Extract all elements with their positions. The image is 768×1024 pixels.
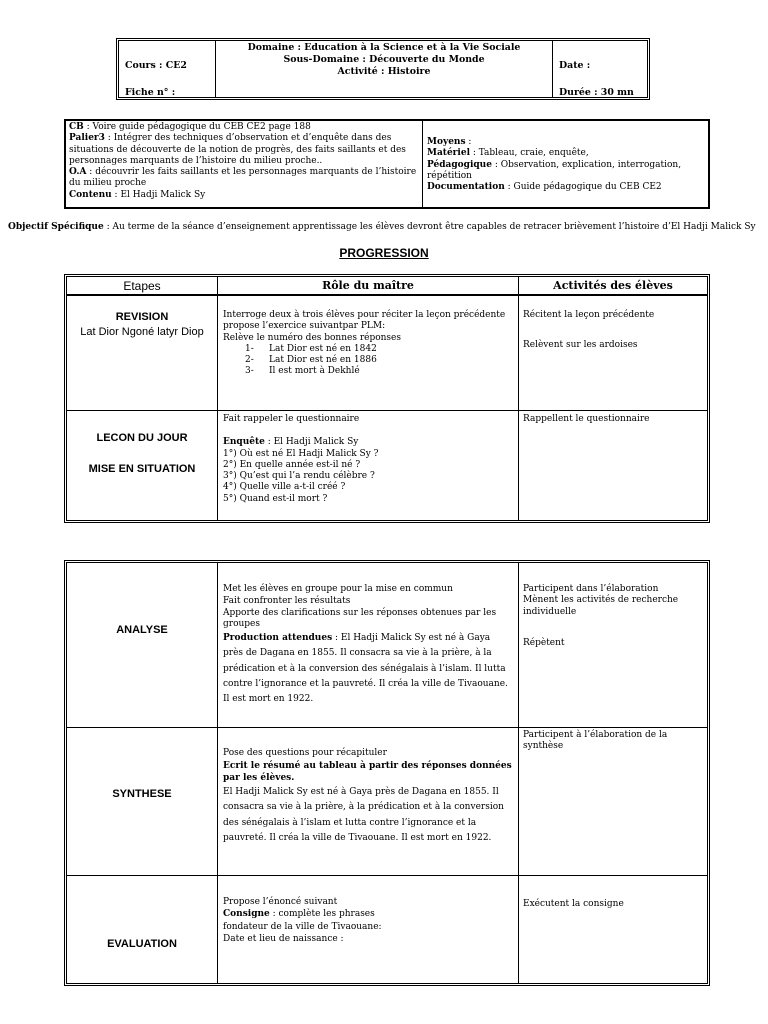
synthese-maitre — [223, 747, 513, 846]
analyse-eleves-3: Répètent — [523, 637, 565, 648]
synthese-bold: Ecrit le résumé au tableau à partir des réponses données par les élèves. — [223, 760, 512, 784]
production-text: : El Hadji Malick Sy est né à Gaya près de Dagana en 1855. Il consacra sa vie à la prière, à la prédication et à la conversion des sénégalais à l’islam. Il lutta contre l’ignorance et la pauvreté. Il créa la ville de Tivaouane. Il est mort en 1922. — [223, 633, 508, 704]
analyse-maitre — [223, 584, 511, 707]
revision-subtitle: Lat Dior Ngoné latyr Diop — [80, 326, 204, 338]
objectif-label: Objectif Spécifique — [8, 222, 104, 232]
objectif-text: : Au terme de la séance d’enseignement apprentissage les élèves devront être capables de retracer brièvement l’histoire d’El Hadji Malick Sy — [103, 222, 756, 232]
evaluation-line1: Propose l’énoncé suivant — [223, 897, 338, 907]
info-right — [427, 137, 703, 193]
lecon-maitre — [223, 414, 513, 505]
consigne-text: : complète les phrases — [269, 909, 375, 920]
domain-block — [217, 42, 551, 78]
production-label: Production attendues — [223, 633, 333, 644]
enquete-label: Enquête — [223, 437, 265, 448]
lecon-eleves: Rappellent le questionnaire — [523, 414, 650, 424]
oa-label: O.A — [69, 167, 87, 178]
palier-label: Palier3 — [69, 133, 105, 144]
contenu-label: Contenu — [69, 189, 112, 200]
evaluation-eleves: Exécutent la consigne — [523, 899, 624, 909]
materiel-label: Matériel — [427, 148, 470, 159]
evaluation-line4: Date et lieu de naissance : — [223, 933, 344, 944]
moyens-text: : — [465, 137, 472, 147]
question: 1°) Où est né El Hadji Malick Sy ? — [223, 448, 379, 459]
enquete-text: : El Hadji Malick Sy — [264, 437, 359, 448]
oa-text: : découvrir les faits saillants et les personnages marquants de l’histoire du milieu proche — [69, 167, 417, 189]
consigne-label: Consigne — [223, 909, 270, 920]
revision-line: Relève le numéro des bonnes réponses — [223, 332, 401, 343]
evaluation-title: EVALUATION — [107, 938, 177, 950]
analyse-eleves-2: Mènent les activités de recherche individuelle — [523, 595, 679, 617]
cours-label: Cours : CE2 — [125, 60, 187, 71]
date-label: Date : — [559, 60, 591, 71]
info-left — [69, 122, 419, 201]
header-etapes: Etapes — [123, 279, 161, 293]
revision-eleves-2: Relèvent sur les ardoises — [523, 340, 638, 350]
analyse-line: Apporte des clarifications sur les réponses obtenues par les groupes — [223, 607, 497, 630]
contenu-text: : El Hadji Malick Sy — [111, 189, 206, 200]
progression-table-2 — [64, 560, 710, 986]
list-item: 3- Il est mort à Dekhlé — [245, 366, 360, 377]
header-box — [116, 38, 650, 100]
activite-text: Activité : Histoire — [337, 66, 431, 77]
analyse-line: Met les élèves en groupe pour la mise en commun — [223, 584, 453, 594]
lecon-title: LECON DU JOUR — [96, 432, 188, 444]
cb-text: : Voire guide pédagogique du CEB CE2 page 188 — [83, 122, 311, 132]
evaluation-maitre — [223, 896, 513, 945]
list-item: 2- Lat Dior est né en 1886 — [245, 355, 377, 366]
progression-title: PROGRESSION — [339, 246, 429, 260]
synthese-resume: El Hadji Malick Sy est né à Gaya près de Dagana en 1855. Il consacra sa vie à la prière, à la prédication et à la conversion des sénégalais à l’islam et lutta contre l’ignorance et la pauvreté. Il créa la ville de Tivaouane. Il est mort en 1922. — [223, 786, 504, 843]
pedagogique-text: : Observation, explication, interrogation, répétition — [427, 159, 682, 181]
list-item: 1- Lat Dior est né en 1842 — [245, 343, 377, 354]
revision-list — [223, 344, 513, 378]
duree-label: Durée : 30 mn — [559, 87, 634, 98]
revision-line: propose l’exercice suivantpar PLM: — [223, 321, 386, 332]
domaine-text: Domaine : Education à la Science et à la Vie Sociale — [247, 42, 521, 53]
evaluation-line3: fondateur de la ville de Tivaouane: — [223, 921, 382, 932]
fiche-label: Fiche n° : — [125, 87, 176, 98]
synthese-eleves: Participent à l’élaboration de la synthèse — [523, 730, 668, 752]
mise-en-situation-title: MISE EN SITUATION — [88, 463, 196, 475]
header-role-maitre: Rôle du maître — [322, 279, 414, 292]
lecon-intro: Fait rappeler le questionnaire — [223, 414, 360, 424]
documentation-text: : Guide pédagogique du CEB CE2 — [504, 182, 662, 193]
objectif-specifique — [8, 222, 760, 233]
moyens-label: Moyens — [427, 137, 466, 147]
revision-eleves-1: Récitent la leçon précédente — [523, 310, 655, 320]
question: 3°) Qu’est qui l’a rendu célèbre ? — [223, 471, 375, 482]
pedagogique-label: Pédagogique — [427, 159, 492, 170]
question: 2°) En quelle année est-il né ? — [223, 459, 361, 470]
palier-text: : Intégrer des techniques d’observation et d’enquête dans des situations de découverte de la notion de progrès, des faits saillants et des personnages marquants de l’histoire du milieu proche.. — [69, 133, 406, 166]
synthese-line1: Pose des questions pour récapituler — [223, 748, 387, 758]
question: 4°) Quelle ville a-t-il créé ? — [223, 482, 346, 493]
materiel-text: : Tableau, craie, enquête, — [469, 148, 589, 159]
analyse-eleves-1: Participent dans l’élaboration — [523, 584, 659, 594]
revision-title: REVISION — [115, 311, 169, 323]
header-activites-eleves: Activités des élèves — [553, 279, 673, 292]
progression-table-1 — [64, 274, 710, 523]
analyse-line: Fait confronter les résultats — [223, 595, 351, 606]
question: 5°) Quand est-il mort ? — [223, 493, 328, 504]
documentation-label: Documentation — [427, 182, 505, 193]
sous-domaine-text: Sous-Domaine : Découverte du Monde — [283, 54, 485, 65]
analyse-eleves — [523, 584, 705, 649]
synthese-title: SYNTHESE — [112, 788, 172, 800]
analyse-title: ANALYSE — [116, 624, 168, 636]
revision-maitre — [223, 310, 513, 378]
info-box — [64, 119, 710, 209]
cb-label: CB — [69, 122, 84, 132]
revision-line: Interroge deux à trois élèves pour réciter la leçon précédente — [223, 310, 506, 320]
